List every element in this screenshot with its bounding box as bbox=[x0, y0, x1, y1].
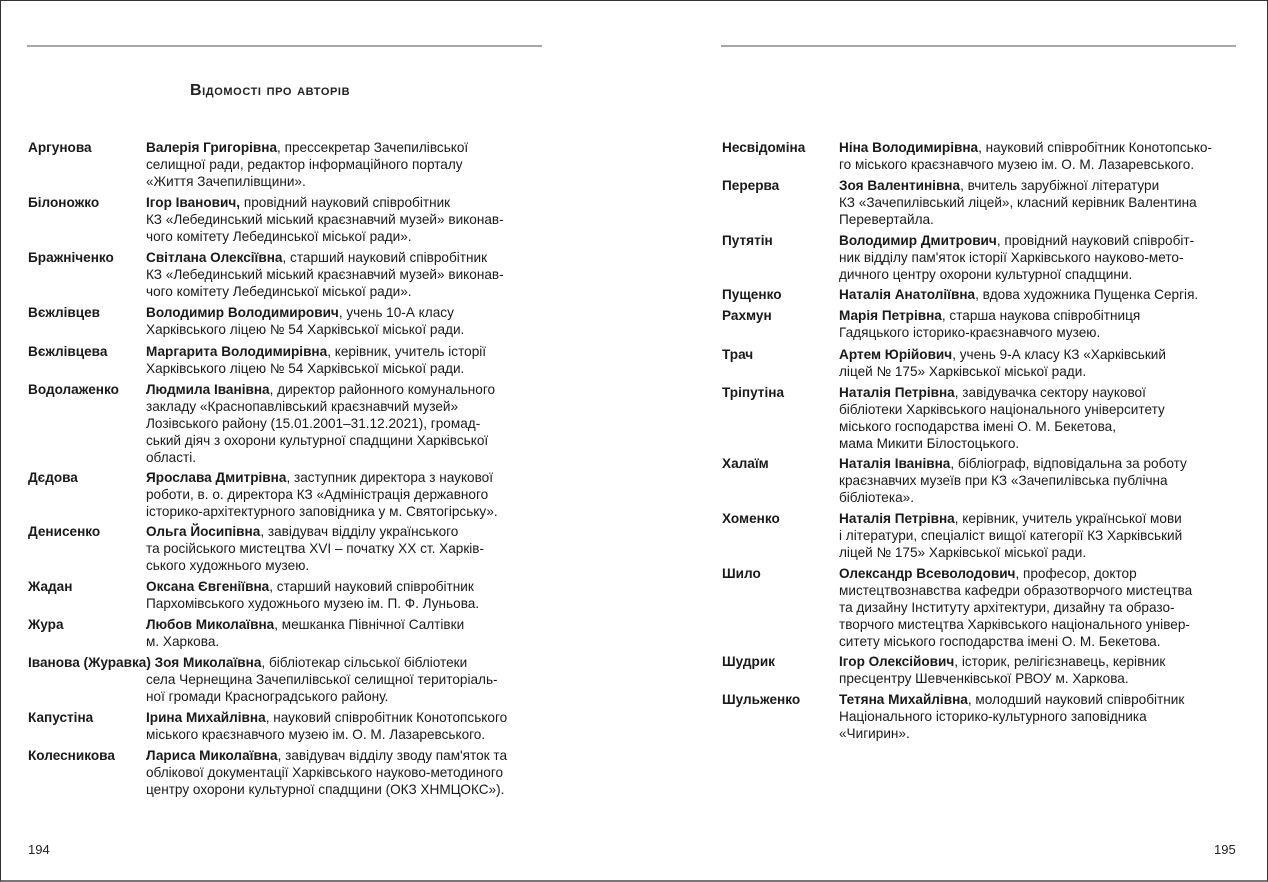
author-given-name: Артем Юрійович bbox=[839, 347, 953, 362]
page-number-left: 194 bbox=[28, 842, 50, 857]
author-given-name: Ірина Михайлівна bbox=[146, 710, 266, 725]
author-surname: Денисенко bbox=[28, 524, 101, 539]
author-description: Ігор Олексійович, історик, релігієзнавець, керівник пресцентру Шевченківської РВОУ м. Харкова. bbox=[839, 654, 1166, 686]
author-surname: Капустіна bbox=[28, 710, 94, 725]
author-description: Іванова (Журавка) Зоя Миколаївна, бібліотекар сільської бібліотеки села Чернещина Зачепилівської селищної територіаль- ної громади Красноградського району. bbox=[28, 655, 498, 704]
author-given-name: Ярослава Дмитрівна bbox=[146, 470, 287, 485]
author-description: Тетяна Михайлівна, молодший науковий співробітник Національного історико-культурного заповідника «Чигирин». bbox=[839, 692, 1185, 741]
author-given-name: Володимир Володимирович bbox=[146, 305, 339, 320]
author-surname: Вєжлівцев bbox=[28, 305, 101, 320]
author-surname: Білоножко bbox=[28, 195, 100, 210]
author-description: Світлана Олексіївна, старший науковий співробітник КЗ «Лебединський міський краєзнавчий музей» виконав- чого комітету Лебединської міської ради». bbox=[146, 250, 504, 299]
author-surname: Вєжлівцева bbox=[28, 344, 108, 359]
author-surname: Шудрик bbox=[722, 654, 775, 669]
author-given-name: Світлана Олексіївна bbox=[146, 250, 283, 265]
author-description: Наталія Анатоліївна, вдова художника Пущенка Сергія. bbox=[839, 287, 1199, 302]
author-given-name: Ігор Олексійович bbox=[839, 654, 955, 669]
author-surname: Тріпутіна bbox=[722, 385, 785, 400]
author-description: Людмила Іванівна, директор районного комунального закладу «Краснопавлівський краєзнавчий музей» Лозівського району (15.01.2001–31.12.2021), громад- ський діяч з охорони культурної спадщини Харківської області. bbox=[146, 382, 496, 465]
author-given-name: Наталія Іванівна bbox=[839, 456, 951, 471]
author-given-name: Оксана Євгеніївна bbox=[146, 579, 270, 594]
author-surname: Шульженко bbox=[722, 692, 801, 707]
author-description: Ігор Іванович, провідний науковий співробітник КЗ «Лебединський міський краєзнавчий музей» виконав- чого комітету Лебединської міської ради». bbox=[146, 195, 504, 244]
author-given-name: Ольга Йосипівна bbox=[146, 524, 261, 539]
author-given-name: Зоя Валентинівна bbox=[839, 178, 961, 193]
author-description: Наталія Петрівна, завідувачка сектору наукової бібліотеки Харківського національного університету міського господарства імені О. М. Бекетова, мама Микити Білостоцького. bbox=[839, 385, 1165, 451]
author-surname: Жура bbox=[28, 617, 64, 632]
author-given-name: Наталія Петрівна bbox=[839, 511, 955, 526]
author-given-name: Любов Миколаївна bbox=[146, 617, 275, 632]
author-description: Ярослава Дмитрівна, заступник директора з наукової роботи, в. о. директора КЗ «Адміністрація державного історико-архітектурного заповідника у м. Святогірську». bbox=[146, 470, 498, 519]
author-description: Володимир Дмитрович, провідний науковий співробіт- ник відділу пам'яток історії Харківського науково-мето- дичного центру охорони культурної спадщини. bbox=[839, 233, 1195, 282]
author-description: Оксана Євгеніївна, старший науковий співробітник Пархомівського художнього музею ім. П. Ф. Луньова. bbox=[146, 579, 480, 611]
author-description: Володимир Володимирович, учень 10-А класу Харківського ліцею № 54 Харківської міської ради. bbox=[146, 305, 465, 337]
author-surname: Хоменко bbox=[722, 511, 780, 526]
author-given-name: Маргарита Володимирівна bbox=[146, 344, 328, 359]
author-given-name: Валерія Григорівна bbox=[146, 140, 278, 155]
author-description: Ольга Йосипівна, завідувач відділу українського та російського мистецтва XVI – початку XX ст. Харків- ського художнього музею. bbox=[146, 524, 485, 573]
author-surname: Трач bbox=[722, 347, 754, 362]
author-surname: Рахмун bbox=[722, 308, 772, 323]
author-description: Валерія Григорівна, прессекретар Зачепилівської селищної ради, редактор інформаційного порталу «Життя Зачепилівщини». bbox=[146, 140, 469, 189]
author-description: Ірина Михайлівна, науковий співробітник Конотопського міського краєзнавчого музею ім. О. М. Лазаревського. bbox=[146, 710, 508, 742]
author-surname: Бражніченко bbox=[28, 250, 114, 265]
author-given-name: Зоя Миколаївна bbox=[154, 655, 262, 670]
author-description: Марія Петрівна, старша наукова співробітниця Гадяцького історико-краєзнавчого музею. bbox=[839, 308, 1141, 340]
author-given-name: Наталія Петрівна bbox=[839, 385, 955, 400]
author-surname: Іванова (Журавка) bbox=[28, 655, 151, 670]
author-surname: Путятін bbox=[722, 233, 773, 248]
author-surname: Колесникова bbox=[28, 748, 115, 763]
author-surname: Халаїм bbox=[722, 456, 769, 471]
author-surname: Шило bbox=[722, 566, 761, 581]
author-surname: Несвідоміна bbox=[722, 140, 806, 155]
author-given-name: Людмила Іванівна bbox=[146, 382, 270, 397]
author-description: Наталія Петрівна, керівник, учитель української мови і літератури, спеціаліст вищої категорії КЗ Харківський ліцей № 175» Харківської міської ради. bbox=[839, 511, 1183, 560]
page-number-right: 195 bbox=[1214, 842, 1236, 857]
author-given-name: Ніна Володимирівна bbox=[839, 140, 979, 155]
author-given-name: Тетяна Михайлівна bbox=[839, 692, 968, 707]
author-description: Артем Юрійович, учень 9-А класу КЗ «Харківський ліцей № 175» Харківської міської ради. bbox=[839, 347, 1166, 379]
author-description: Наталія Іванівна, бібліограф, відповідальна за роботу краєзнавчих музеїв при КЗ «Зачепилівська публічна бібліотека». bbox=[839, 456, 1187, 505]
author-surname: Жадан bbox=[28, 579, 73, 594]
author-description: Ніна Володимирівна, науковий співробітник Конотопсько- го міського краєзнавчого музею ім. О. М. Лазаревського. bbox=[839, 140, 1212, 172]
author-given-name: Лариса Миколаївна bbox=[146, 748, 278, 763]
author-surname: Аргунова bbox=[28, 140, 92, 155]
author-description: Зоя Валентинівна, вчитель зарубіжної літератури КЗ «Зачепилівський ліцей», класний керівник Валентина Перевертайла. bbox=[839, 178, 1197, 227]
author-given-name: Олександр Всеволодович bbox=[839, 566, 1016, 581]
author-given-name: Володимир Дмитрович bbox=[839, 233, 997, 248]
left-page-header-rule bbox=[27, 45, 542, 47]
author-description: Маргарита Володимирівна, керівник, учитель історії Харківського ліцею № 54 Харківської міської ради. bbox=[146, 344, 487, 376]
author-description: Любов Миколаївна, мешканка Північної Салтівки м. Харкова. bbox=[146, 617, 465, 649]
author-given-name: Марія Петрівна bbox=[839, 308, 942, 323]
author-surname: Дєдова bbox=[28, 470, 78, 485]
author-given-name: Наталія Анатоліївна bbox=[839, 287, 976, 302]
right-page-header-rule bbox=[721, 45, 1236, 47]
author-description: Олександр Всеволодович, професор, доктор мистецтвознавства кафедри образотворчого мистецтва та дизайну Інституту архітектури, дизайну та образо- творчого мистецтва Харківського національного універ- ситету міського господарства імені О. М. Бекетова. bbox=[839, 566, 1193, 649]
section-title: Відомості про авторів bbox=[190, 82, 351, 99]
author-description: Лариса Миколаївна, завідувач відділу зводу пам'яток та облікової документації Харківського науково-методиного центру охорони культурної спадщини (ОКЗ ХНМЦОКС»). bbox=[146, 748, 507, 797]
author-surname: Пущенко bbox=[722, 287, 782, 302]
author-surname: Перерва bbox=[722, 178, 780, 193]
author-given-name: Ігор Іванович, bbox=[146, 195, 241, 210]
author-surname: Водолаженко bbox=[28, 382, 119, 397]
